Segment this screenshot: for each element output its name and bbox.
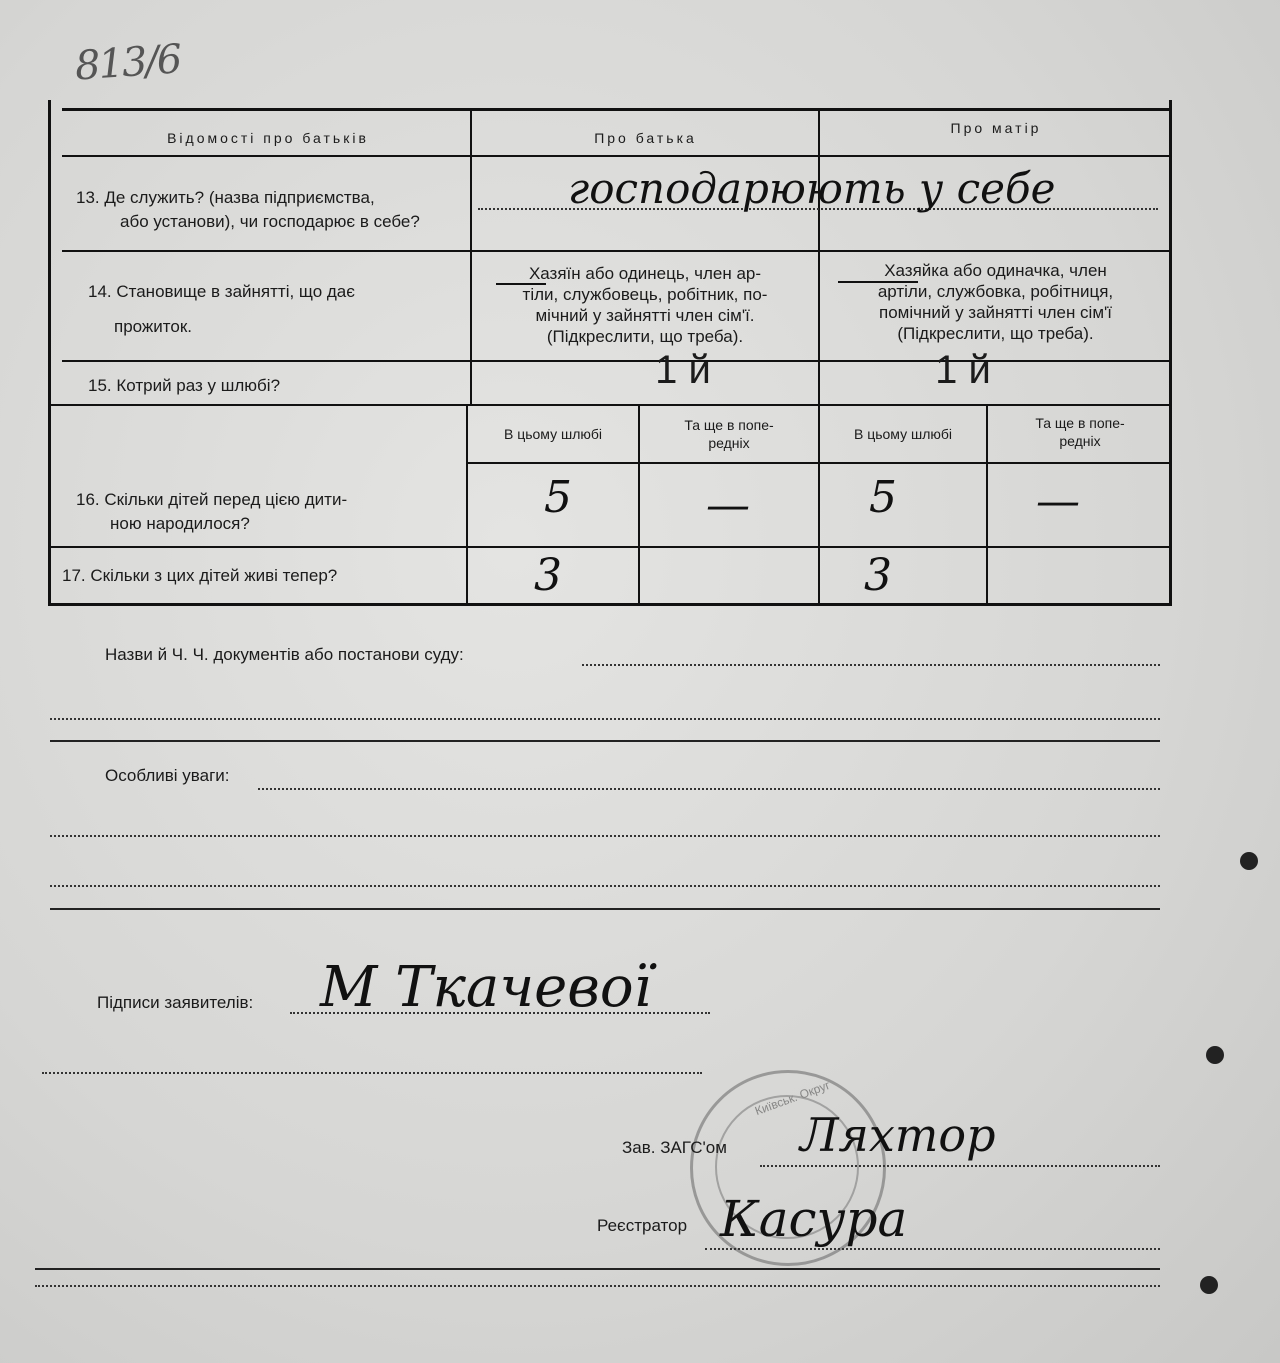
head-dotted-line [760,1165,1160,1167]
q14-father-options-line3: мічний у зайнятті член сім'ї. [535,306,755,325]
row-divider [62,250,1172,252]
father-previous-header-line1: Та ще в попе- [684,417,774,433]
archive-number: 813/6 [73,36,182,90]
q14-father-options-line1: Хазяїн або одинець, член ар- [528,264,762,283]
documents-dotted-line-2 [50,718,1160,720]
q16-label-line1: 16. Скільки дітей перед цією дити- [76,490,348,509]
q14-father-underline [496,283,546,285]
father-this-marriage-header: В цьому шлюбі [503,426,603,442]
q16-label-line2: ною народилося? [110,514,250,533]
row-divider [62,155,1172,157]
binder-hole [1240,852,1258,870]
header-mother: Про матір [950,120,1042,136]
q17-mother-this: 3 [864,550,892,601]
remarks-dotted-line-3 [50,885,1160,887]
mother-this-marriage-header: В цьому шлюбі [853,426,953,442]
registrar-signature: Касура [720,1190,908,1248]
registrar-dotted-line [705,1248,1160,1250]
binder-hole [1200,1276,1218,1294]
q14-mother-options-line2: артіли, службовка, робітниця, [877,282,1114,301]
row-divider [48,546,1172,548]
q15-father-answer: 1 й [655,348,711,392]
q13-label-line2: або установи), чи господарює в себе? [120,212,420,231]
q17-father-this: 3 [534,550,562,601]
remarks-rule [50,908,1160,910]
header-father: Про батька [594,130,697,146]
q16-father-this: 5 [544,472,572,523]
q14-mother-underline [838,281,918,283]
head-label: Зав. ЗАГС'ом [622,1138,727,1157]
q14-father-options-line4: (Підкреслити, що треба). [546,327,744,346]
q13-label-line1: 13. Де служить? (назва підприємства, [76,188,375,207]
binder-hole [1206,1046,1224,1064]
q13-handwritten-answer: господарюють у себе [568,164,1056,213]
q15-label: 15. Котрий раз у шлюбі? [88,376,281,395]
applicant-signature: М Ткачевої [320,955,652,1020]
parents-info-table [48,100,1172,606]
q16-father-previous: — [706,480,750,531]
head-signature: Ляхтор [800,1108,996,1162]
q14-label-line1: 14. Становище в зайнятті, що дає [88,282,355,301]
header-info: Відомості про батьків [167,130,369,146]
table-top-border [62,108,1172,111]
row-divider [48,404,1172,406]
stamp-text: Київськ. Округ [752,1077,832,1119]
remarks-label: Особливі уваги: [105,766,230,785]
signature-dotted-line-2 [42,1072,702,1074]
documents-label: Назви й Ч. Ч. документів або постанови суду: [105,645,464,664]
q17-label: 17. Скільки з цих дітей живі тепер? [62,566,338,585]
documents-rule [50,740,1160,742]
column-divider [470,108,472,404]
q14-label-line2: прожиток. [114,317,193,336]
q16-mother-previous: — [1036,476,1080,527]
q14-mother-options-line1: Хазяйка або одиначка, член [884,261,1107,280]
q14-father-options-line2: тіли, службовець, робітник, по- [522,285,768,304]
q15-mother-answer: 1 й [935,348,991,392]
mother-previous-header-line2: редніх [1059,433,1101,449]
remarks-dotted-line [258,788,1160,790]
q14-mother-options-line4: (Підкреслити, що треба). [897,324,1094,343]
signatures-label: Підписи заявителів: [97,993,254,1012]
registrar-label: Реєстратор [597,1216,688,1235]
documents-dotted-line [582,664,1160,666]
q14-mother-options-line3: помічний у зайнятті член сім'ї [879,303,1112,322]
remarks-dotted-line-2 [50,835,1160,837]
bottom-rule [35,1268,1160,1270]
father-previous-header-line2: редніх [708,435,750,451]
mother-previous-header-line1: Та ще в попе- [1035,415,1125,431]
bottom-dotted-line [35,1285,1160,1287]
q16-mother-this: 5 [869,472,897,523]
